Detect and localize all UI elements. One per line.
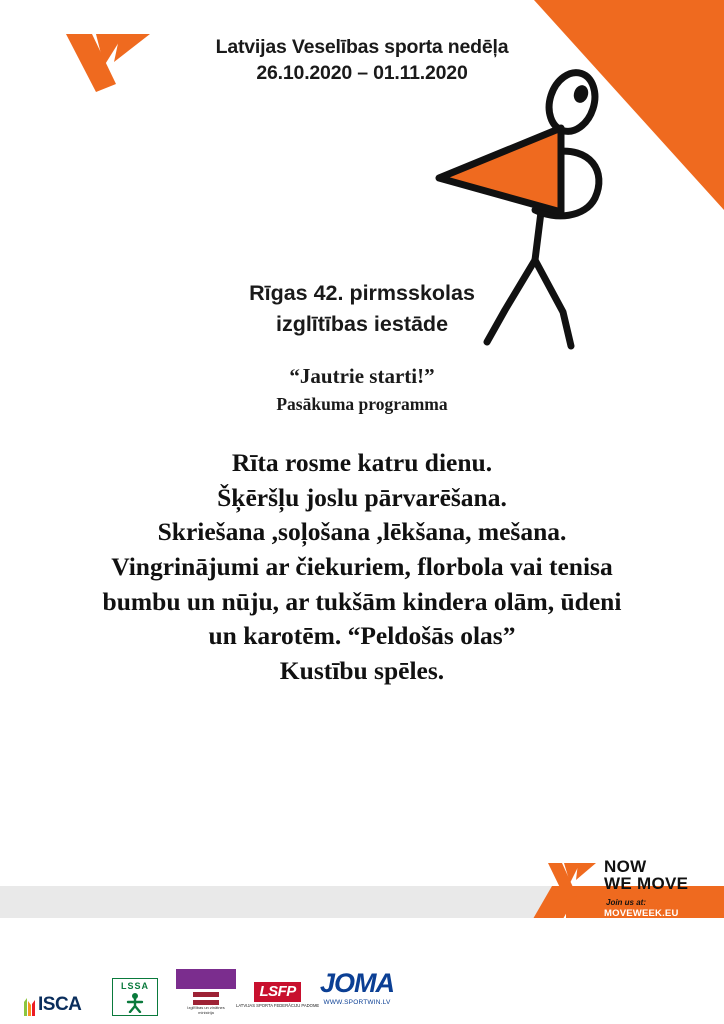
lssa-figure-icon (113, 991, 157, 1013)
isca-wordmark: ISCA (38, 994, 82, 1015)
program-line: bumbu un nūju, ar tukšām kindera olām, ūdeni (102, 586, 622, 616)
event-title: “Jautrie starti!” (289, 364, 435, 388)
program-line: Skriešana ,soļošana ,lēkšana, mešana. (157, 517, 567, 547)
sponsor-logo-row (0, 952, 724, 1016)
header-line-2: 26.10.2020 – 01.11.2020 (256, 62, 468, 85)
isca-flame-icon (22, 998, 38, 1016)
sponsor-logo-joma (320, 968, 394, 1006)
join-us-label: Join us at: (606, 898, 647, 907)
lsfp-caption: LATVIJAS SPORTA FEDERĀCIJU PADOME (236, 1003, 320, 1008)
program-line: Šķēršļu joslu pārvarēšana. (217, 482, 507, 512)
now-we-move-line-2: WE MOVE (604, 874, 689, 894)
now-we-move-line-1: NOW (604, 857, 647, 876)
lssa-wordmark: LSSA (120, 981, 149, 991)
joma-wordmark: JOMA (320, 968, 395, 998)
now-we-move-wordmark (604, 858, 688, 893)
program-line: Kustību spēles. (279, 656, 445, 686)
institution-title (0, 278, 724, 339)
now-we-move-arrow-icon-small (546, 860, 598, 902)
institution-line-2: izglītības iestāde (275, 311, 449, 336)
sponsor-logo-lsfp (236, 982, 319, 1008)
joma-url: WWW.SPORTWIN.LV (323, 999, 391, 1006)
latvian-flag-icon (193, 992, 219, 1005)
moveweek-url[interactable]: MOVEWEEK.EU (604, 908, 679, 919)
header-line-1: Latvijas Veselības sporta nedēļa (215, 36, 509, 58)
program-line: Rīta rosme katru dienu. (231, 448, 493, 477)
event-subtitle: Pasākuma programma (276, 394, 448, 415)
izm-purple-bar (176, 969, 236, 989)
institution-line-1: Rīgas 42. pirmsskolas (249, 281, 475, 305)
event-block (0, 362, 724, 417)
lsfp-wordmark: LSFP (254, 982, 300, 1002)
program-line: Vingrinājumi ar čiekuriem, florbola vai tenisa (111, 552, 613, 582)
program-list (0, 446, 724, 689)
sponsor-logo-isca (22, 994, 81, 1016)
program-line: un karotēm. “Peldošās olas” (208, 621, 516, 651)
grey-band (0, 886, 560, 918)
izm-caption: Izglītības un zinātnes ministrija (187, 1005, 225, 1016)
now-we-move-logo (546, 858, 706, 920)
sponsor-logo-izm (176, 969, 236, 1016)
sponsor-logo-lssa (112, 978, 158, 1016)
